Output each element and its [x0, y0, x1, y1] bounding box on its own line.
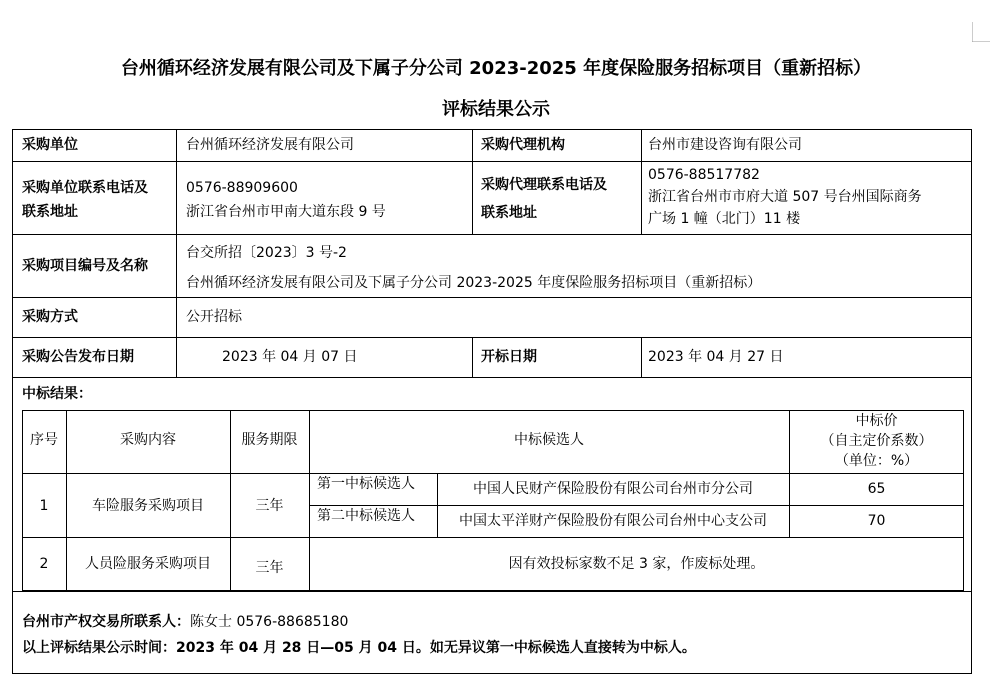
project-label: 采购项目编号及名称: [22, 258, 148, 274]
col-divider: [472, 337, 473, 377]
contact-line: [22, 612, 348, 632]
row1-cand1-name: 中国人民财产保险股份有限公司台州市分公司: [473, 481, 753, 497]
purchaser-label: 采购单位: [22, 137, 78, 153]
row1-no: 1: [39, 498, 49, 514]
purchaser-address: 浙江省台州市甲南大道东段 9 号: [186, 204, 386, 220]
header-no: 序号: [30, 432, 58, 448]
col-divider: [641, 129, 642, 234]
open-date-value: 2023 年 04 月 27 日: [648, 349, 784, 365]
contact-label: 台州市产权交易所联系人：: [22, 614, 190, 630]
header-price-line3: （单位：%）: [834, 453, 919, 469]
agency-contact-label: [481, 171, 607, 227]
project-name: 台州循环经济发展有限公司及下属子分公司 2023-2025 年度保险服务招标项目（重新招标）: [186, 275, 762, 291]
col-divider: [472, 129, 473, 234]
header-candidate: 中标候选人: [514, 432, 584, 448]
col-divider: [641, 337, 642, 377]
agency-contact-label-line2: 联系地址: [481, 205, 537, 221]
agency-contact-value: [648, 164, 922, 230]
result-row-divider: [22, 473, 964, 474]
row-divider: [12, 591, 972, 592]
purchaser-contact-label: [22, 176, 148, 224]
header-period: 服务期限: [241, 432, 298, 448]
agency-contact-label-line1: 采购代理联系电话及: [481, 177, 607, 193]
header-price: [789, 411, 964, 471]
row-divider: [12, 161, 972, 162]
footer-note: 以上评标结果公示时间：2023 年 04 月 28 日—05 月 04 日。如无异议第一中标候选人直接转为中标人。: [22, 640, 696, 656]
purchaser-phone: 0576-88909600: [186, 180, 298, 196]
header-price-line2: （自主定价系数）: [820, 433, 933, 449]
col-divider: [176, 129, 177, 377]
row2-period: 三年: [255, 560, 284, 576]
project-value: [186, 238, 761, 298]
row1-period: 三年: [255, 498, 284, 514]
purchaser-contact-label-line2: 联系地址: [22, 204, 78, 220]
notice-date-value: 2023 年 04 月 07 日: [222, 349, 358, 365]
open-date-label: 开标日期: [481, 349, 537, 365]
row-divider: [12, 377, 972, 378]
page-corner-mark: [972, 22, 990, 42]
notice-date-label: 采购公告发布日期: [22, 349, 134, 365]
result-row-divider: [22, 537, 964, 538]
header-price-line1: 中标价: [855, 413, 898, 429]
row1-cand2-price: 70: [867, 513, 886, 529]
row2-content: 人员险服务采购项目: [85, 556, 211, 572]
project-number: 台交所招〔2023〕3 号-2: [186, 245, 347, 261]
row1-cand2-rank: 第二中标候选人: [317, 508, 415, 524]
document-title: 台州循环经济发展有限公司及下属子分公司 2023-2025 年度保险服务招标项目（重新招标）: [120, 58, 872, 79]
agency-phone: 0576-88517782: [648, 167, 760, 183]
row2-no: 2: [39, 556, 49, 572]
agency-value: 台州市建设咨询有限公司: [648, 137, 802, 153]
agency-address-line1: 浙江省台州市市府大道 507 号台州国际商务: [648, 189, 922, 205]
row-divider: [12, 234, 972, 235]
purchaser-contact-label-line1: 采购单位联系电话及: [22, 180, 148, 196]
row2-note: 因有效投标家数不足 3 家，作废标处理。: [508, 556, 765, 572]
result-label: 中标结果：: [22, 386, 92, 402]
agency-label: 采购代理机构: [481, 137, 565, 153]
method-value: 公开招标: [186, 309, 242, 325]
purchaser-value: 台州循环经济发展有限公司: [186, 137, 354, 153]
document-subtitle: 评标结果公示: [442, 99, 550, 120]
header-content: 采购内容: [120, 432, 176, 448]
row1-cand1-rank: 第一中标候选人: [317, 476, 415, 492]
row-divider: [12, 337, 972, 338]
contact-value: 陈女士 0576-88685180: [190, 614, 349, 630]
agency-address-line2: 广场 1 幢（北门）11 楼: [648, 211, 801, 227]
purchaser-contact-value: [186, 176, 386, 224]
row1-cand2-name: 中国太平洋财产保险股份有限公司台州中心支公司: [459, 513, 767, 529]
row1-cand1-price: 65: [867, 481, 886, 497]
method-label: 采购方式: [22, 309, 78, 325]
row1-content: 车险服务采购项目: [92, 498, 204, 514]
